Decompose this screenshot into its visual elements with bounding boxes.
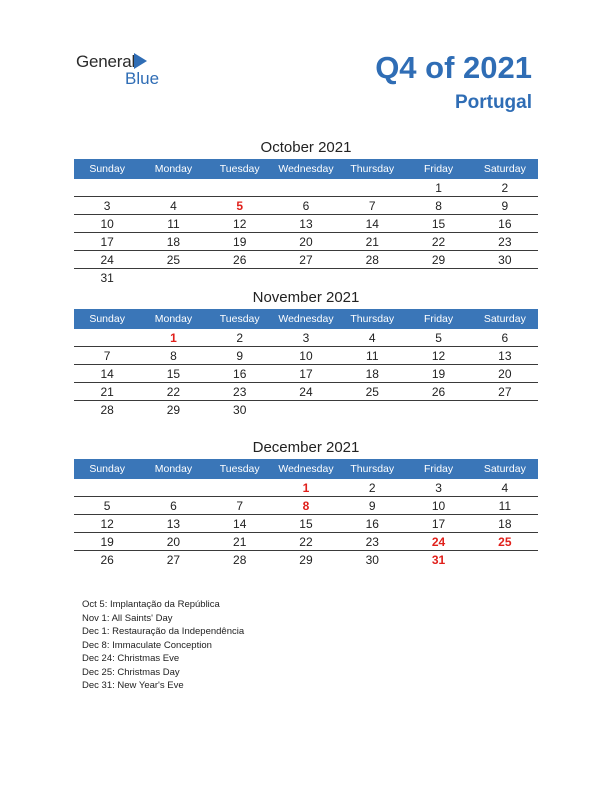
day-cell: 9 — [501, 199, 509, 213]
day-cell: 6 — [170, 499, 177, 513]
day-cell: 12 — [233, 217, 247, 231]
day-cell: 13 — [498, 349, 512, 363]
day-cell: 18 — [365, 367, 379, 381]
day-cell: 19 — [100, 535, 114, 549]
day-cell: 5 — [103, 499, 111, 513]
day-cell: 18 — [166, 235, 181, 249]
week-row — [74, 401, 538, 418]
day-cell: 24 — [100, 253, 114, 267]
day-cell: 17 — [431, 517, 446, 531]
week-row — [74, 179, 538, 197]
day-cell: 9 — [368, 499, 376, 513]
empty-day-cell — [273, 179, 339, 196]
month-title: November 2021 — [252, 289, 360, 306]
day-cell: 29 — [431, 253, 446, 267]
empty-day-cell — [74, 179, 140, 196]
day-cell: 19 — [233, 235, 247, 249]
day-cell: 13 — [299, 217, 313, 231]
country-name: Portugal — [454, 92, 532, 113]
day-cell: 14 — [365, 217, 379, 231]
day-cell: 29 — [299, 553, 313, 567]
day-cell: 20 — [498, 367, 512, 381]
day-cell: 23 — [233, 385, 247, 399]
day-cell: 3 — [103, 199, 111, 213]
weekday-label: Wednesday — [278, 463, 334, 475]
weekday-label: Tuesday — [219, 463, 260, 475]
week-row — [74, 365, 538, 383]
weekday-label: Sunday — [89, 313, 125, 325]
empty-day-cell — [273, 269, 339, 286]
week-row — [74, 551, 538, 568]
day-cell: 21 — [365, 235, 379, 249]
day-cell: 22 — [299, 535, 313, 549]
logo-flag-icon — [134, 53, 147, 69]
empty-day-cell — [74, 329, 140, 346]
day-cell: 2 — [501, 181, 509, 195]
week-row — [74, 233, 538, 251]
day-cell: 2 — [236, 331, 244, 345]
day-cell: 27 — [299, 253, 313, 267]
week-row — [74, 269, 538, 286]
day-cell: 14 — [100, 367, 114, 381]
day-cell: 8 — [302, 499, 310, 513]
week-row — [74, 533, 538, 551]
logo-blue-text: Blue — [125, 69, 160, 88]
day-cell: 16 — [498, 217, 512, 231]
holiday-note: Dec 1: Restauração da Independência — [82, 626, 245, 637]
empty-day-cell — [207, 479, 273, 496]
day-cell: 23 — [498, 235, 512, 249]
weekday-label: Saturday — [483, 463, 526, 475]
holiday-note: Nov 1: All Saints' Day — [82, 612, 173, 624]
empty-day-cell — [140, 269, 206, 286]
month-calendar — [74, 437, 538, 568]
day-cell: 7 — [236, 499, 244, 513]
week-row — [74, 479, 538, 497]
weekday-label: Thursday — [350, 313, 395, 325]
day-cell: 8 — [170, 349, 177, 363]
holiday-note: Dec 24: Christmas Eve — [82, 653, 180, 664]
day-cell: 15 — [299, 517, 313, 531]
day-cell: 17 — [100, 235, 114, 249]
day-cell: 17 — [299, 367, 313, 381]
day-cell: 30 — [233, 403, 247, 417]
day-cell: 24 — [431, 535, 446, 549]
day-cell: 28 — [100, 403, 114, 417]
week-row — [74, 347, 538, 365]
weekday-label: Friday — [423, 313, 454, 325]
empty-day-cell — [207, 179, 273, 196]
day-cell: 10 — [431, 499, 446, 513]
day-cell: 4 — [501, 481, 509, 495]
day-cell: 26 — [431, 385, 446, 399]
day-cell: 28 — [233, 553, 247, 567]
day-cell: 12 — [431, 349, 446, 363]
day-cell: 26 — [233, 253, 247, 267]
empty-day-cell — [339, 269, 405, 286]
day-cell: 13 — [166, 517, 181, 531]
day-cell: 1 — [302, 481, 310, 495]
month-title: December 2021 — [252, 439, 360, 456]
empty-day-cell — [405, 269, 471, 286]
day-cell: 22 — [431, 235, 446, 249]
holiday-notes — [82, 598, 244, 693]
day-cell: 8 — [435, 199, 442, 213]
day-cell: 25 — [365, 385, 379, 399]
day-cell: 3 — [302, 331, 310, 345]
day-cell: 11 — [366, 349, 379, 363]
day-cell: 16 — [365, 517, 379, 531]
weekday-label: Monday — [154, 313, 193, 325]
empty-day-cell — [273, 401, 339, 418]
week-row — [74, 383, 538, 401]
day-cell: 27 — [498, 385, 512, 399]
day-cell: 14 — [233, 517, 247, 531]
day-cell: 19 — [431, 367, 446, 381]
day-cell: 5 — [435, 331, 442, 345]
weekday-label: Thursday — [350, 463, 395, 475]
day-cell: 6 — [501, 331, 509, 345]
day-cell: 31 — [431, 553, 446, 567]
day-cell: 10 — [100, 217, 114, 231]
weekday-label: Friday — [423, 463, 454, 475]
empty-day-cell — [405, 401, 471, 418]
empty-day-cell — [339, 179, 405, 196]
day-cell: 22 — [166, 385, 181, 399]
holiday-note: Dec 8: Immaculate Conception — [82, 639, 212, 651]
holiday-note: Oct 5: Implantação da República — [82, 599, 220, 610]
day-cell: 25 — [498, 535, 512, 549]
empty-day-cell — [207, 269, 273, 286]
day-cell: 15 — [166, 367, 181, 381]
month-calendar — [74, 287, 538, 418]
day-cell: 21 — [100, 385, 114, 399]
day-cell: 9 — [236, 349, 244, 363]
day-cell: 20 — [299, 235, 313, 249]
empty-day-cell — [140, 479, 206, 496]
day-cell: 20 — [166, 535, 181, 549]
day-cell: 26 — [100, 553, 114, 567]
month-calendar — [74, 137, 538, 286]
weekday-label: Thursday — [350, 163, 395, 175]
week-row — [74, 215, 538, 233]
day-cell: 7 — [103, 349, 111, 363]
week-row — [74, 329, 538, 347]
week-row — [74, 497, 538, 515]
day-cell: 1 — [435, 181, 442, 195]
day-cell: 7 — [368, 199, 376, 213]
day-cell: 11 — [167, 217, 180, 231]
day-cell: 23 — [365, 535, 379, 549]
weekday-label: Sunday — [89, 163, 125, 175]
weekday-label: Saturday — [483, 313, 526, 325]
empty-day-cell — [472, 269, 538, 286]
holiday-note: Dec 25: Christmas Day — [82, 666, 180, 678]
day-cell: 2 — [368, 481, 376, 495]
empty-day-cell — [140, 179, 206, 196]
weekday-label: Sunday — [89, 463, 125, 475]
day-cell: 4 — [170, 199, 177, 213]
page-title: Q4 of 2021 — [375, 50, 532, 85]
day-cell: 31 — [100, 271, 114, 285]
day-cell: 12 — [100, 517, 114, 531]
week-row — [74, 197, 538, 215]
logo-general-text: General — [76, 52, 136, 71]
day-cell: 25 — [166, 253, 181, 267]
holiday-note: Dec 31: New Year's Eve — [82, 680, 184, 691]
day-cell: 1 — [170, 331, 177, 345]
day-cell: 5 — [236, 199, 244, 213]
weekday-label: Tuesday — [219, 163, 260, 175]
day-cell: 28 — [365, 253, 379, 267]
weekday-label: Wednesday — [278, 313, 334, 325]
day-cell: 21 — [233, 535, 247, 549]
weekday-header — [74, 159, 538, 179]
weekday-header — [74, 309, 538, 329]
day-cell: 10 — [299, 349, 313, 363]
day-cell: 30 — [498, 253, 512, 267]
day-cell: 30 — [365, 553, 379, 567]
weekday-header — [74, 459, 538, 479]
week-row — [74, 251, 538, 269]
day-cell: 16 — [233, 367, 247, 381]
day-cell: 11 — [498, 499, 512, 513]
day-cell: 15 — [431, 217, 446, 231]
empty-day-cell — [472, 551, 538, 568]
weekday-label: Wednesday — [278, 163, 334, 175]
weekday-label: Monday — [154, 463, 193, 475]
month-title: October 2021 — [260, 139, 352, 156]
day-cell: 27 — [166, 553, 181, 567]
weekday-label: Saturday — [483, 163, 526, 175]
weekday-label: Tuesday — [219, 313, 260, 325]
day-cell: 3 — [435, 481, 442, 495]
day-cell: 4 — [368, 331, 376, 345]
weekday-label: Friday — [423, 163, 454, 175]
empty-day-cell — [472, 401, 538, 418]
empty-day-cell — [339, 401, 405, 418]
day-cell: 18 — [498, 517, 512, 531]
empty-day-cell — [74, 479, 140, 496]
weekday-label: Monday — [154, 163, 193, 175]
general-blue-logo — [76, 52, 196, 92]
day-cell: 6 — [302, 199, 310, 213]
day-cell: 24 — [299, 385, 313, 399]
week-row — [74, 515, 538, 533]
day-cell: 29 — [166, 403, 181, 417]
